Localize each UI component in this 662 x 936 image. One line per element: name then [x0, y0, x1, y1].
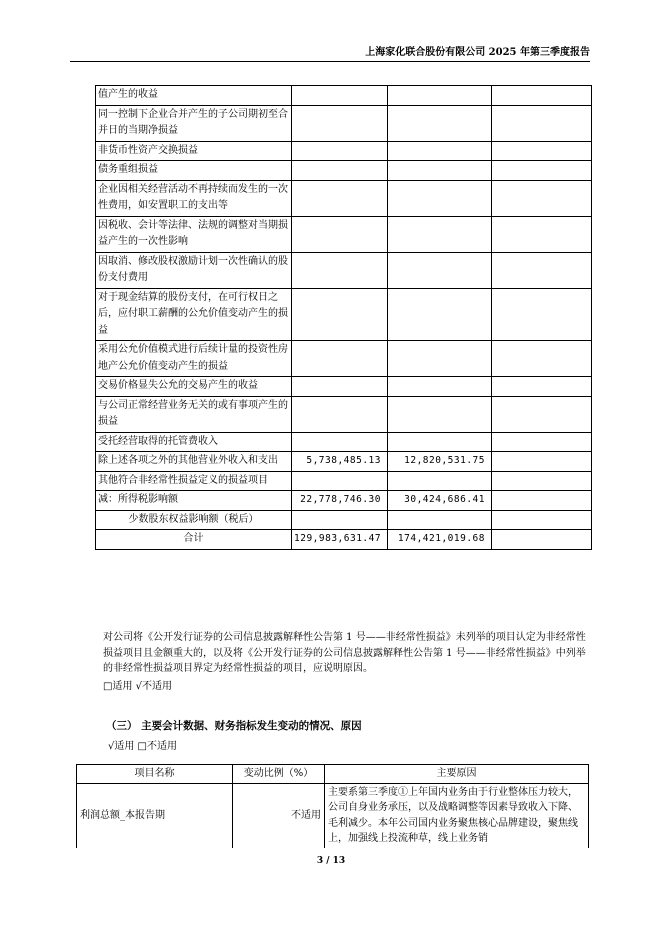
- table-row: [96, 491, 592, 511]
- row-value-ytd: [388, 341, 492, 377]
- table-row: [96, 161, 592, 181]
- row-value-note: [492, 180, 592, 216]
- non-recurring-items-table: [95, 85, 592, 550]
- row-main-reason: 主要系第三季度①上年国内业务由于行业整体压力较大，公司自身业务承压，以及战略调整等因素导致收入下降、毛利减少。本年公司国内业务聚焦核心品牌建设，聚焦线上，加强线上投流种草，线上业务销: [325, 783, 589, 848]
- table-row: [96, 432, 592, 452]
- row-value-note: [492, 530, 592, 550]
- row-item-label: 其他符合非经常性损益定义的损益项目: [96, 471, 292, 491]
- row-value-note: [492, 86, 592, 106]
- row-item-name: 利润总额_本报告期: [77, 783, 233, 848]
- row-value-ytd: 174,421,019.68: [388, 530, 492, 550]
- row-value-current: [292, 161, 388, 181]
- row-item-label: 受托经营取得的托管费收入: [96, 432, 292, 452]
- row-value-current: 129,983,631.47: [292, 530, 388, 550]
- row-value-current: 22,778,746.30: [292, 491, 388, 511]
- row-value-note: [492, 161, 592, 181]
- row-change-ratio: 不适用: [233, 783, 325, 848]
- table-row: [96, 105, 592, 141]
- row-value-note: [492, 341, 592, 377]
- row-item-label: 因税收、会计等法律、法规的调整对当期损益产生的一次性影响: [96, 216, 292, 252]
- change-reasons-table: [76, 764, 589, 848]
- row-value-ytd: [388, 510, 492, 530]
- header-item-name: 项目名称: [77, 765, 233, 784]
- row-value-note: [492, 510, 592, 530]
- row-value-note: [492, 252, 592, 288]
- row-value-ytd: 30,424,686.41: [388, 491, 492, 511]
- row-item-label: 值产生的收益: [96, 86, 292, 106]
- table-row: [77, 783, 589, 848]
- row-item-label: 对于现金结算的股份支付，在可行权日之后，应付职工薪酬的公允价值变动产生的损益: [96, 288, 292, 341]
- row-item-label: 因取消、修改股权激励计划一次性确认的股份支付费用: [96, 252, 292, 288]
- row-item-label: 非货币性资产交换损益: [96, 141, 292, 161]
- row-value-ytd: [388, 86, 492, 106]
- row-value-current: [292, 396, 388, 432]
- table-row: [96, 216, 592, 252]
- note-applicability: □适用 √不适用: [103, 681, 172, 692]
- row-value-current: [292, 252, 388, 288]
- row-value-note: [492, 141, 592, 161]
- row-value-note: [492, 452, 592, 472]
- row-value-current: [292, 471, 388, 491]
- table-row: [96, 341, 592, 377]
- page-number: 3 / 13: [316, 856, 346, 866]
- row-value-note: [492, 216, 592, 252]
- row-item-label: 合计: [96, 530, 292, 550]
- row-value-current: [292, 341, 388, 377]
- row-value-note: [492, 105, 592, 141]
- row-value-current: [292, 86, 388, 106]
- row-value-ytd: [388, 432, 492, 452]
- row-value-ytd: [388, 377, 492, 397]
- row-value-ytd: [388, 252, 492, 288]
- row-value-ytd: [388, 180, 492, 216]
- row-value-current: [292, 288, 388, 341]
- row-item-label: 与公司正常经营业务无关的或有事项产生的损益: [96, 396, 292, 432]
- row-value-ytd: [388, 471, 492, 491]
- table-header-row: [77, 765, 589, 784]
- row-value-current: [292, 377, 388, 397]
- row-value-note: [492, 288, 592, 341]
- row-value-current: [292, 432, 388, 452]
- header-change-ratio: 变动比例（%）: [233, 765, 325, 784]
- header-rule: [70, 61, 590, 62]
- row-value-note: [492, 432, 592, 452]
- row-value-note: [492, 491, 592, 511]
- row-item-label: 减：所得税影响额: [96, 491, 292, 511]
- section-title: （三） 主要会计数据、财务指标发生变动的情况、原因: [106, 720, 362, 732]
- table-row: [96, 510, 592, 530]
- row-item-label: 采用公允价值模式进行后续计量的投资性房地产公允价值变动产生的损益: [96, 341, 292, 377]
- row-value-current: [292, 216, 388, 252]
- row-value-ytd: 12,820,531.75: [388, 452, 492, 472]
- table-row: [96, 86, 592, 106]
- page-header: 上海家化联合股份有限公司 2025 年第三季度报告: [365, 47, 590, 58]
- row-item-label: 同一控制下企业合并产生的子公司期初至合并日的当期净损益: [96, 105, 292, 141]
- table-row: [96, 141, 592, 161]
- row-item-label: 交易价格显失公允的交易产生的收益: [96, 377, 292, 397]
- section-applicability: √适用 □不适用: [108, 741, 177, 752]
- row-value-current: [292, 180, 388, 216]
- row-value-ytd: [388, 396, 492, 432]
- row-item-label: 债务重组损益: [96, 161, 292, 181]
- row-value-current: [292, 105, 388, 141]
- table-row: [96, 396, 592, 432]
- row-value-ytd: [388, 288, 492, 341]
- row-value-note: [492, 396, 592, 432]
- row-value-note: [492, 471, 592, 491]
- row-item-label: 企业因相关经营活动不再持续而发生的一次性费用，如安置职工的支出等: [96, 180, 292, 216]
- table-row: [96, 288, 592, 341]
- row-value-current: [292, 510, 388, 530]
- row-value-current: [292, 141, 388, 161]
- row-item-label: 除上述各项之外的其他营业外收入和支出: [96, 452, 292, 472]
- table-row: [96, 180, 592, 216]
- row-value-ytd: [388, 105, 492, 141]
- header-main-reason: 主要原因: [325, 765, 589, 784]
- table-row: [96, 252, 592, 288]
- note-paragraph: 对公司将《公开发行证券的公司信息披露解释性公告第 1 号——非经常性损益》未列举的项目认定为非经常性损益项目且金额重大的，以及将《公开发行证券的公司信息披露解释性公告第 1 号——非经常性损益》中列举的非经常性损益项目界定为经常性损益的项目，应说明原因。: [103, 632, 586, 674]
- row-value-ytd: [388, 216, 492, 252]
- table-row: [96, 377, 592, 397]
- row-value-ytd: [388, 161, 492, 181]
- table-row: [96, 530, 592, 550]
- row-value-note: [492, 377, 592, 397]
- row-value-ytd: [388, 141, 492, 161]
- table-row: [96, 452, 592, 472]
- row-value-current: 5,738,485.13: [292, 452, 388, 472]
- row-item-label: 少数股东权益影响额（税后）: [96, 510, 292, 530]
- table-row: [96, 471, 592, 491]
